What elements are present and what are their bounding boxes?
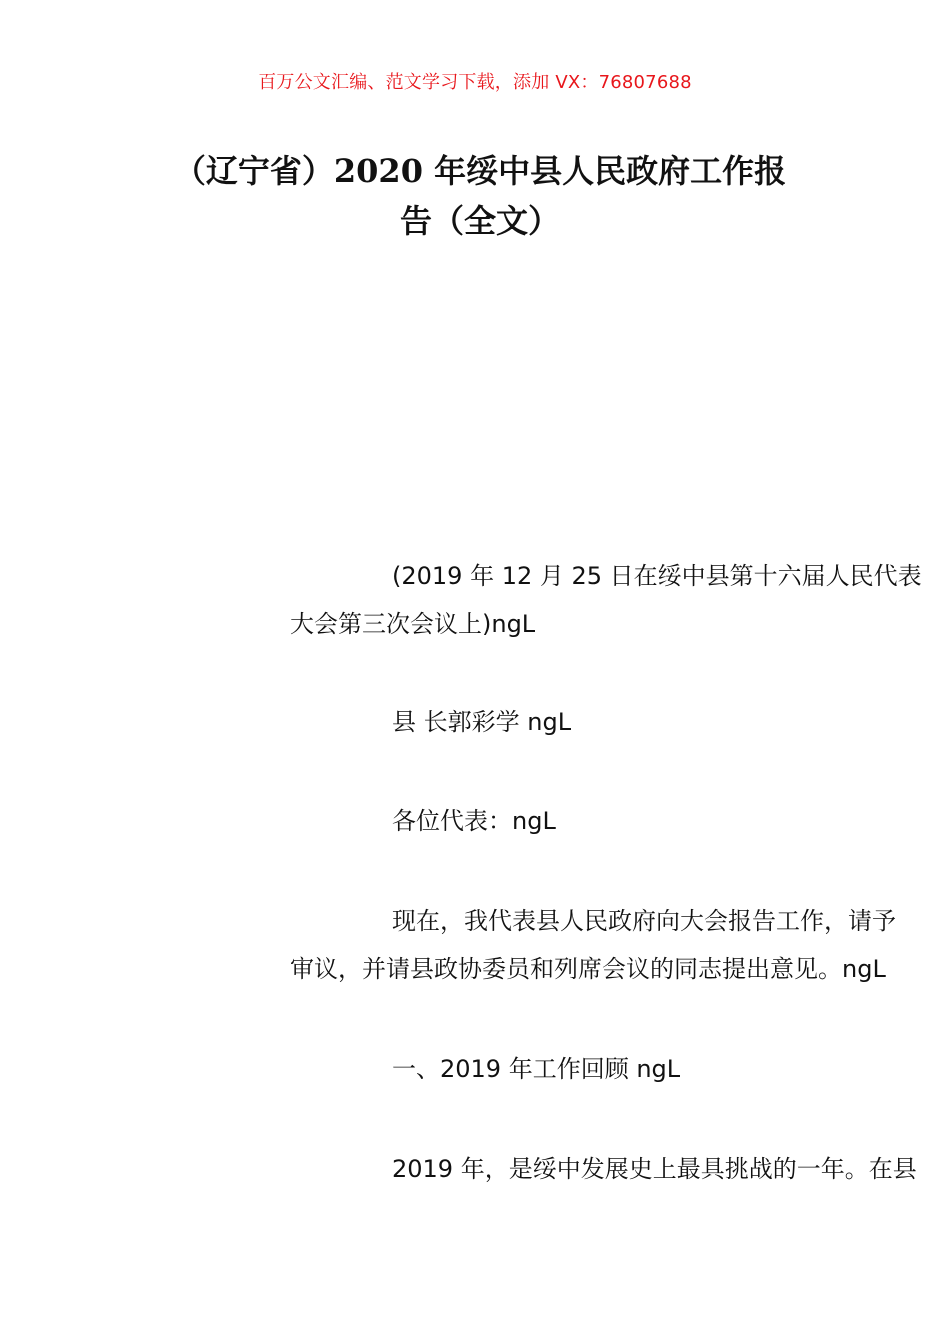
title-line-2: 告（全文） — [399, 202, 560, 240]
paragraph-line: 2019 年，是绥中发展史上最具挑战的一年。在县 — [392, 1155, 917, 1183]
paragraph-line: 各位代表：ngL — [392, 807, 556, 835]
paragraph-review-start — [290, 1145, 950, 1193]
paragraph-line: 一、2019 年工作回顾 ngL — [392, 1055, 681, 1083]
document-title — [145, 146, 815, 246]
paragraph-speaker — [290, 698, 950, 746]
paragraph-line: 县 长郭彩学 ngL — [392, 708, 572, 736]
paragraph-line: 大会第三次会议上)ngL — [290, 610, 536, 638]
section-heading-review — [290, 1045, 950, 1093]
paragraph-meeting-info — [290, 552, 950, 648]
header-promo-note: 百万公文汇编、范文学习下载，添加 VX：76807688 — [258, 72, 692, 93]
title-line-1: （辽宁省）2020 年绥中县人民政府工作报 — [173, 152, 787, 190]
paragraph-line: 现在，我代表县人民政府向大会报告工作，请予 — [392, 907, 896, 935]
paragraph-line: 审议，并请县政协委员和列席会议的同志提出意见。ngL — [290, 955, 886, 983]
paragraph-salutation — [290, 797, 950, 845]
paragraph-intro — [290, 897, 950, 993]
paragraph-line: (2019 年 12 月 25 日在绥中县第十六届人民代表 — [392, 562, 922, 590]
